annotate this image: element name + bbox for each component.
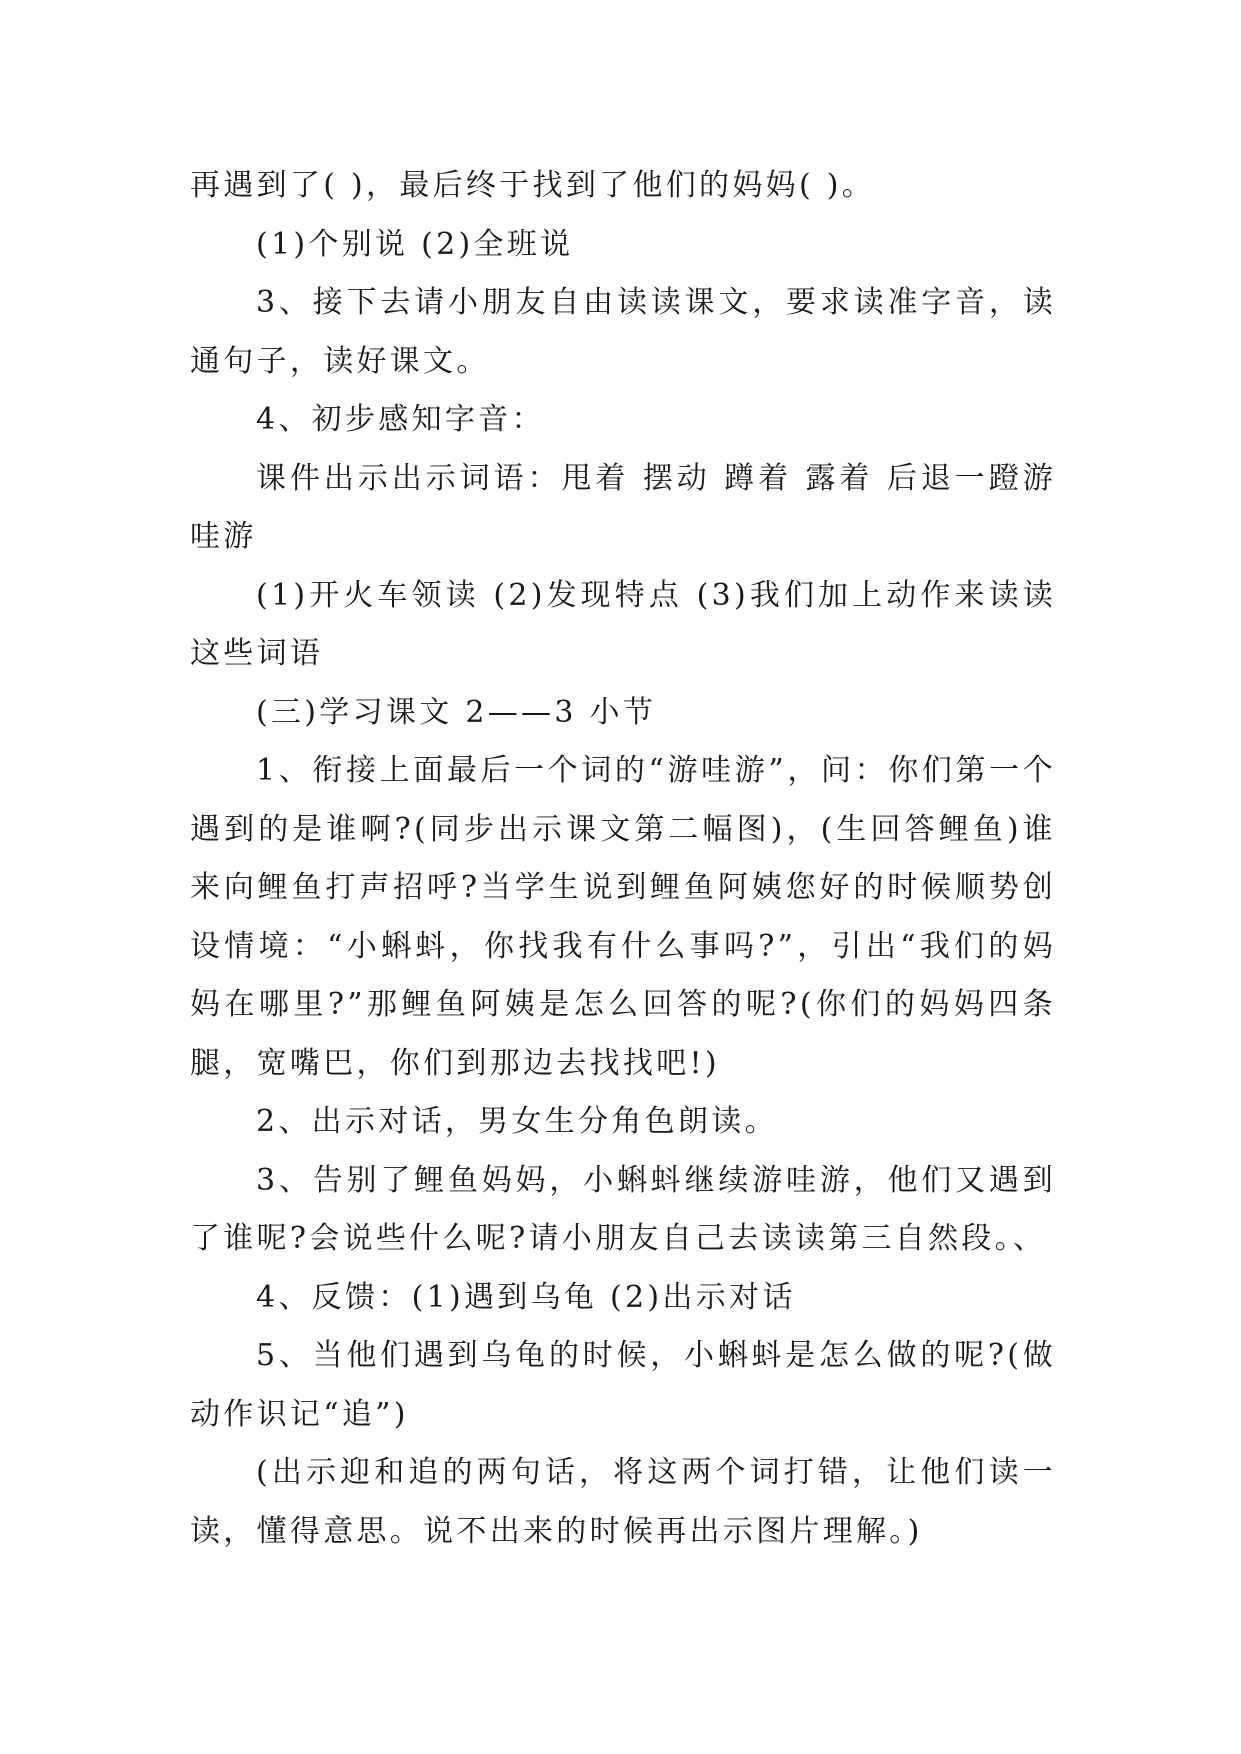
paragraph: (出示迎和追的两句话，将这两个词打错，让他们读一读，懂得意思。说不出来的时候再出示图片理解。) xyxy=(190,1455,1056,1549)
paragraph: 再遇到了( )，最后终于找到了他们的妈妈( )。 xyxy=(190,168,876,203)
document-body xyxy=(190,157,1056,1561)
paragraph: 2、出示对话，男女生分角色朗读。 xyxy=(256,1104,778,1139)
paragraph: 5、当他们遇到乌龟的时候，小蝌蚪是怎么做的呢?(做动作识记“追”) xyxy=(190,1338,1056,1432)
paragraph: 1、衔接上面最后一个词的“游哇游”，问：你们第一个遇到的是谁啊?(同步出示课文第二幅图)，(生回答鲤鱼)谁来向鲤鱼打声招呼?当学生说到鲤鱼阿姨您好的时候顺势创设情境：“小蝌蚪，你找我有什么事吗?”，引出“我们的妈妈在哪里?”那鲤鱼阿姨是怎么回答的呢?(你们的妈妈四条腿，宽嘴巴，你们到那边去找找吧!) xyxy=(190,753,1056,1081)
paragraph: 3、接下去请小朋友自由读读课文，要求读准字音，读通句子，读好课文。 xyxy=(190,285,1056,379)
paragraph: (1)开火车领读 (2)发现特点 (3)我们加上动作来读读这些词语 xyxy=(190,577,1056,671)
paragraph: 4、反馈：(1)遇到乌龟 (2)出示对话 xyxy=(256,1279,796,1315)
paragraph: (三)学习课文 2——3 小节 xyxy=(256,694,657,730)
paragraph: 课件出示出示词语：甩着 摆动 蹲着 露着 后退一蹬游哇游 xyxy=(190,460,1056,554)
paragraph: (1)个别说 (2)全班说 xyxy=(256,226,574,262)
paragraph: 4、初步感知字音： xyxy=(256,402,545,437)
paragraph: 3、告别了鲤鱼妈妈，小蝌蚪继续游哇游，他们又遇到了谁呢?会说些什么呢?请小朋友自己去读读第三自然段。、 xyxy=(190,1162,1056,1256)
